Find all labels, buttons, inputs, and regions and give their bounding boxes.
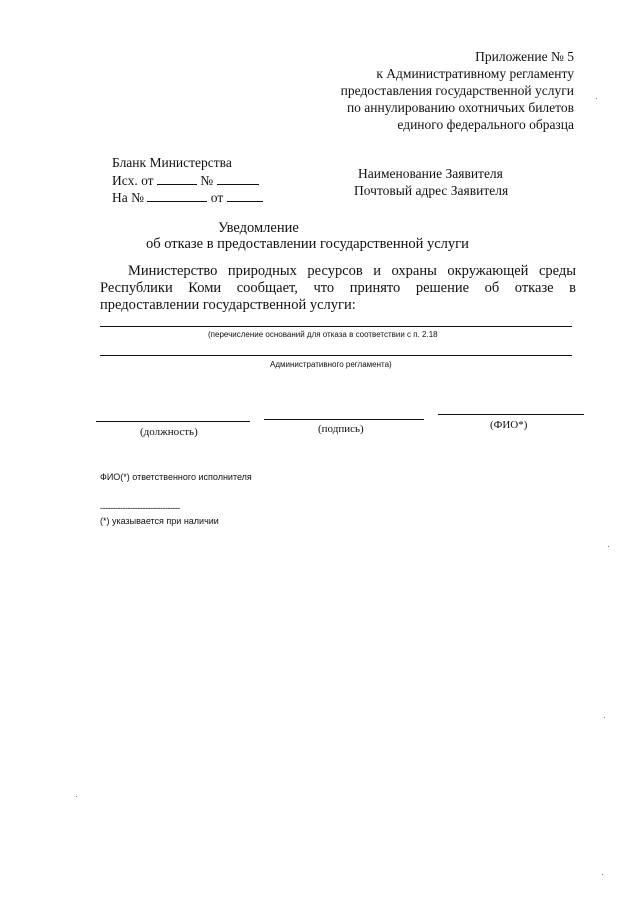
applicant-address: Почтовый адрес Заявителя [354,183,509,198]
scan-speck [602,874,603,875]
reasons-fill-line [100,355,572,356]
notice-body [100,263,576,314]
scan-speck [76,796,77,797]
scan-speck [604,717,605,718]
notice-line: Министерство природных ресурсов и охраны окружающей среды [128,263,576,279]
outgoing-number-sign: № [200,173,214,188]
fio-caption: (ФИО*) [490,419,528,431]
signature-caption: (подпись) [318,423,364,435]
appendix-line: к Административному регламенту [376,66,574,81]
footnote-separator: -------------------------------- [100,503,180,513]
appendix-line: единого федерального образца [397,117,574,132]
position-fill-line [96,421,250,422]
reply-date-prefix: от [210,190,224,205]
footnote-text: (*) указывается при наличии [100,516,219,526]
scan-speck [608,546,609,547]
reasons-caption: Административного регламента) [270,360,392,369]
appendix-line: предоставления государственной услуги [340,83,574,98]
position-caption: (должность) [140,426,198,438]
reasons-fill-line [100,326,572,327]
reply-prefix: На № [112,190,144,205]
notice-line: Республики Коми сообщает, что принято решение об отказе в [100,280,576,296]
reply-number-line [112,189,263,206]
document-title: Уведомление [218,220,299,236]
outgoing-number-line [112,172,259,189]
executor-label: ФИО(*) ответственного исполнителя [100,472,252,482]
outgoing-prefix: Исх. от [112,173,154,188]
applicant-name: Наименование Заявителя [358,166,503,181]
outgoing-number-blank [217,172,259,185]
signature-fill-line [264,419,424,420]
outgoing-date-blank [157,172,197,185]
fio-fill-line [438,414,584,415]
ministry-blank-label: Бланк Министерства [112,155,232,170]
document-subtitle: об отказе в предоставлении государственной услуги [146,236,469,252]
scan-speck [596,98,597,99]
reasons-caption: (перечисление оснований для отказа в соответствии с п. 2.18 [208,330,438,339]
appendix-line: по аннулированию охотничьих билетов [346,100,574,115]
appendix-header [341,48,574,133]
reply-number-blank [147,189,207,202]
notice-line: предоставлении государственной услуги: [100,297,356,313]
appendix-line: Приложение № 5 [475,49,574,64]
reply-date-blank [227,189,263,202]
